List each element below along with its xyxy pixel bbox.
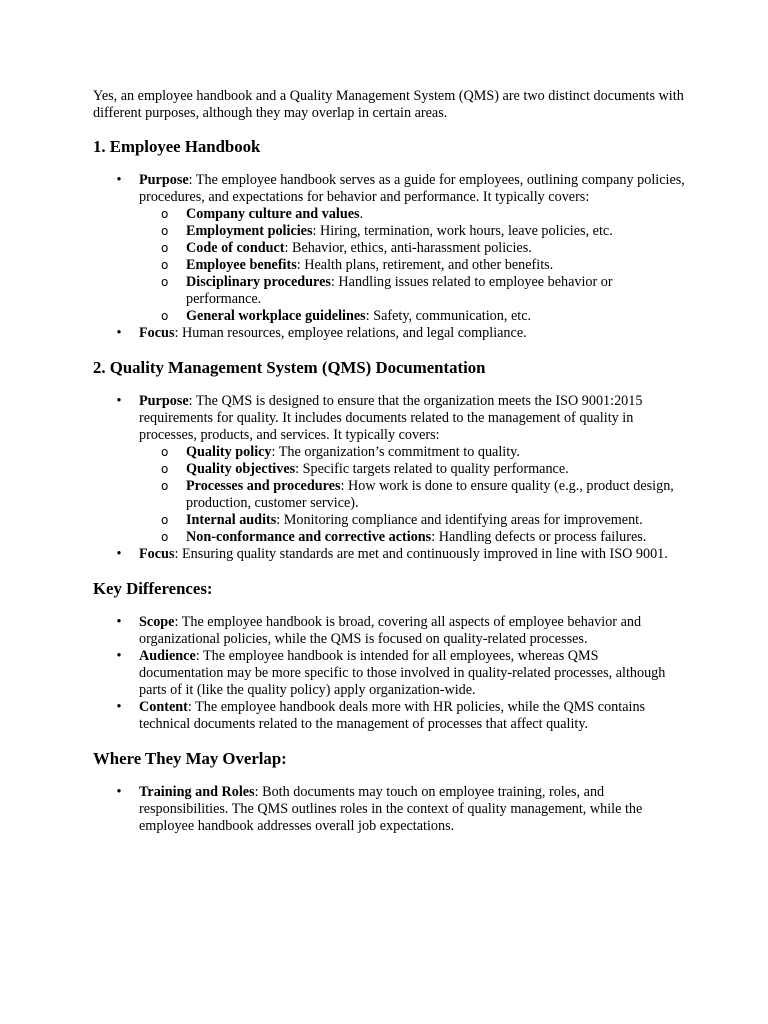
item-term: Disciplinary procedures <box>186 274 331 290</box>
section-heading-overlap: Where They May Overlap: <box>93 749 287 768</box>
sub-list-item <box>139 206 685 223</box>
item-text: : Specific targets related to quality performance. <box>295 461 569 477</box>
section-heading-qms: 2. Quality Management System (QMS) Documentation <box>93 358 486 377</box>
sub-bullet-marker: o <box>161 241 169 255</box>
sub-list-item <box>139 240 685 257</box>
item-text: : Health plans, retirement, and other benefits. <box>296 257 554 273</box>
item-term: Training and Roles <box>139 784 255 800</box>
item-term: Audience <box>139 648 196 664</box>
qms-list <box>93 393 685 563</box>
item-text: : The organization’s commitment to quality. <box>271 444 520 460</box>
key-differences-list <box>93 614 685 733</box>
sub-bullet-marker: o <box>161 207 169 221</box>
sub-bullet-marker: o <box>161 224 169 238</box>
sub-list-item <box>139 478 685 512</box>
item-term: Processes and procedures <box>186 478 341 494</box>
item-text: : Hiring, termination, work hours, leave policies, etc. <box>312 223 613 239</box>
item-term: Internal audits <box>186 512 277 528</box>
item-term: Company culture and values <box>186 206 360 222</box>
sub-list-item <box>139 529 685 546</box>
item-text: : The employee handbook serves as a guide for employees, outlining company policies, procedures, and expectations for behavior and performance. It typically covers: <box>139 172 685 205</box>
item-text: : Handling issues related to employee behavior or performance. <box>186 274 613 307</box>
qms-sublist <box>139 444 685 546</box>
item-text: : The employee handbook is broad, covering all aspects of employee behavior and organizational policies, while the QMS is focused on quality-related processes. <box>139 614 642 647</box>
bullet-marker: • <box>116 172 122 188</box>
item-term: Focus <box>139 325 175 341</box>
item-term: General workplace guidelines <box>186 308 366 324</box>
employee-handbook-list <box>93 172 685 342</box>
sub-list-item <box>139 274 685 308</box>
list-item <box>93 784 685 835</box>
item-term: Content <box>139 699 188 715</box>
list-item <box>93 172 685 325</box>
list-item <box>93 699 685 733</box>
item-term: Non-conformance and corrective actions <box>186 529 432 545</box>
item-term: Purpose <box>139 393 189 409</box>
list-item <box>93 325 685 342</box>
list-item <box>93 648 685 699</box>
bullet-marker: • <box>116 325 122 341</box>
bullet-marker: • <box>116 784 122 800</box>
sub-list-item <box>139 308 685 325</box>
sub-bullet-marker: o <box>161 275 169 289</box>
sub-list-item <box>139 257 685 274</box>
sub-list-item <box>139 461 685 478</box>
item-term: Employee benefits <box>186 257 297 273</box>
list-item <box>93 614 685 648</box>
list-item <box>93 546 685 563</box>
item-text: : The employee handbook is intended for all employees, whereas QMS documentation may be more specific to those involved in quality-related processes, although parts of it (like the quality policy) apply organization-wide. <box>139 648 666 698</box>
document-page <box>93 88 685 835</box>
item-term: Focus <box>139 546 175 562</box>
section-heading-key-differences: Key Differences: <box>93 579 213 598</box>
item-term: Quality policy <box>186 444 272 460</box>
item-text: : Handling defects or process failures. <box>431 529 647 545</box>
employee-handbook-sublist <box>139 206 685 325</box>
sub-bullet-marker: o <box>161 445 169 459</box>
sub-bullet-marker: o <box>161 530 169 544</box>
bullet-marker: • <box>116 648 122 664</box>
item-text: . <box>359 206 364 222</box>
bullet-marker: • <box>116 393 122 409</box>
sub-list-item <box>139 512 685 529</box>
sub-bullet-marker: o <box>161 462 169 476</box>
item-text: : How work is done to ensure quality (e.g., product design, production, customer service). <box>186 478 674 511</box>
bullet-marker: • <box>116 546 122 562</box>
item-text: : The QMS is designed to ensure that the organization meets the ISO 9001:2015 requirements for quality. It includes documents related to the management of quality in processes, products, and services. It typically covers: <box>139 393 643 443</box>
sub-bullet-marker: o <box>161 258 169 272</box>
item-text: : Both documents may touch on employee training, roles, and responsibilities. The QMS outlines roles in the context of quality management, while the employee handbook addresses overall job expectations. <box>139 784 643 834</box>
sub-list-item <box>139 223 685 240</box>
sub-bullet-marker: o <box>161 479 169 493</box>
item-term: Employment policies <box>186 223 313 239</box>
item-term: Scope <box>139 614 175 630</box>
sub-list-item <box>139 444 685 461</box>
item-text: : The employee handbook deals more with HR policies, while the QMS contains technical documents related to the management of processes that affect quality. <box>139 699 646 732</box>
item-text: : Ensuring quality standards are met and continuously improved in line with ISO 9001. <box>174 546 668 562</box>
sub-bullet-marker: o <box>161 513 169 527</box>
item-text: : Behavior, ethics, anti-harassment policies. <box>284 240 532 256</box>
item-text: : Safety, communication, etc. <box>365 308 532 324</box>
item-text: : Human resources, employee relations, and legal compliance. <box>174 325 527 341</box>
section-heading-employee-handbook: 1. Employee Handbook <box>93 137 261 156</box>
list-item <box>93 393 685 546</box>
sub-bullet-marker: o <box>161 309 169 323</box>
item-term: Quality objectives <box>186 461 296 477</box>
bullet-marker: • <box>116 699 122 715</box>
intro-paragraph: Yes, an employee handbook and a Quality Management System (QMS) are two distinct documents with different purposes, although they may overlap in certain areas. <box>93 88 684 121</box>
item-term: Purpose <box>139 172 189 188</box>
item-term: Code of conduct <box>186 240 285 256</box>
bullet-marker: • <box>116 614 122 630</box>
overlap-list <box>93 784 685 835</box>
item-text: : Monitoring compliance and identifying areas for improvement. <box>276 512 643 528</box>
